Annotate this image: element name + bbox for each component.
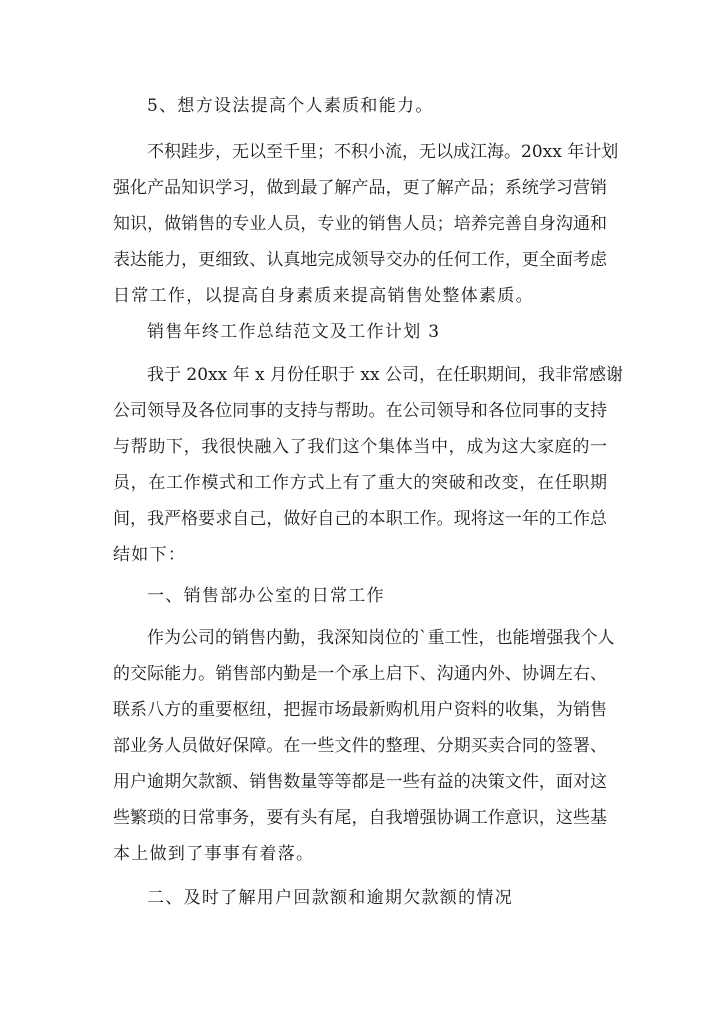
paragraph-line: 本上做到了事事有着落。 [113, 844, 315, 864]
paragraph-line: 强化产品知识学习，做到最了解产品，更了解产品；系统学习营销 [113, 178, 607, 198]
paragraph-line: 些繁琐的日常事务，要有头有尾，自我增强协调工作意识，这些基 [113, 808, 607, 828]
paragraph-line: 日常工作，以提高自身素质来提高销售处整体素质。 [113, 286, 534, 306]
paragraph-line: 用户逾期欠款额、销售数量等等都是一些有益的决策文件，面对这 [113, 772, 607, 792]
paragraph-line: 联系八方的重要枢纽，把握市场最新购机用户资料的收集，为销售 [113, 700, 607, 720]
paragraph-line: 与帮助下，我很快融入了我们这个集体当中，成为这大家庭的一 [113, 437, 607, 457]
paragraph-line: 员，在工作模式和工作方式上有了重大的突破和改变，在任职期 [113, 473, 607, 493]
section-title: 销售年终工作总结范文及工作计划 3 [147, 322, 441, 342]
paragraph-line: 知识，做销售的专业人员，专业的销售人员；培养完善自身沟通和 [113, 214, 607, 234]
paragraph-line: 结如下： [113, 545, 187, 565]
paragraph-line: 作为公司的销售内勤，我深知岗位的`重工性，也能增强我个人 [147, 628, 615, 648]
paragraph-line: 不积跬步，无以至千里；不积小流，无以成江海。20xx 年计划 [147, 142, 619, 162]
paragraph-line: 的交际能力。销售部内勤是一个承上启下、沟通内外、协调左右、 [113, 664, 607, 684]
section-heading: 二、及时了解用户回款额和逾期欠款额的情况 [147, 888, 513, 908]
paragraph-line: 表达能力，更细致、认真地完成领导交办的任何工作，更全面考虑 [113, 250, 607, 270]
paragraph-line: 间，我严格要求自己，做好自己的本职工作。现将这一年的工作总 [113, 509, 607, 529]
paragraph-line: 我于 20xx 年 x 月份任职于 xx 公司，在任职期间，我非常感谢 [147, 365, 623, 385]
paragraph-line: 部业务人员做好保障。在一些文件的整理、分期买卖合同的签署、 [113, 736, 607, 756]
list-item-heading: 5、想方设法提高个人素质和能力。 [147, 96, 434, 116]
paragraph-line: 公司领导及各位同事的支持与帮助。在公司领导和各位同事的支持 [113, 401, 607, 421]
section-heading: 一、销售部办公室的日常工作 [147, 586, 385, 606]
